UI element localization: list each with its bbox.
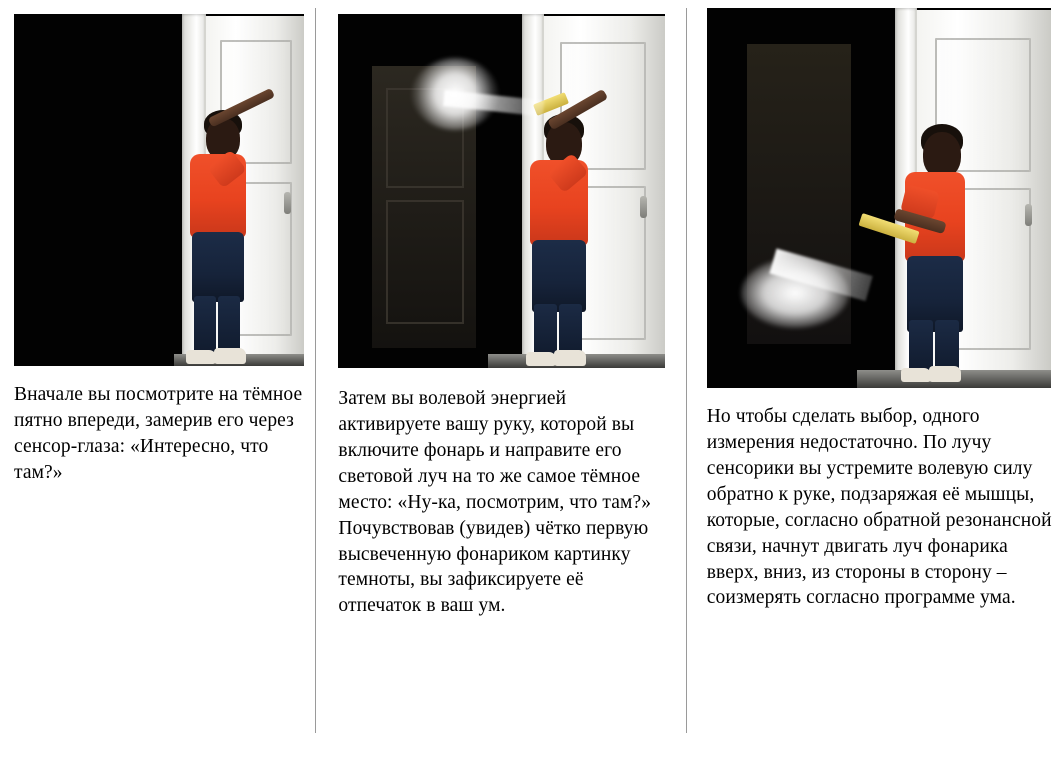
light-spot-3 [741,258,849,328]
shoe-left-2 [526,352,556,366]
pants-2 [532,240,586,312]
panel-1 [0,0,315,486]
panel-2-caption: Затем вы волевой энергией активируете вашу руку, которой вы включите фонарь и направите его световой луч на то же самое тёмное место: «Ну-ка, посмотрим, что там?» Почувствовав (увидев) чётко первую высвеченную фонариком картинку темноты, вы зафиксируете её отпечаток в ваш ум. [338,388,652,617]
pants-1 [192,232,244,302]
scene-dark-doorway [14,14,304,366]
panel-3-caption: Но чтобы сделать выбор, одного измерения недостаточно. По лучу сенсорики вы устремите волевую силу обратно к руке, подзаряжая её мышцы, которые, согласно обратной резонансной связи, начнут двигать луч фонарика вверх, вниз, из стороны в сторону – соизмерять согласно программе ума. [706,406,1052,609]
dark-room-1 [14,14,184,366]
door-handle-1 [284,192,291,214]
scene-flashlight-down [707,8,1051,388]
panel-1-caption: Вначале вы посмотрите на тёмное пятно впереди, замерив его через сенсор-глаза: «Интересно, что там?» [14,384,303,483]
shoe-right-3 [929,366,961,382]
panel-3-image [707,8,1051,388]
shoe-left-1 [186,350,216,364]
shoe-right-2 [554,350,586,366]
inner-door-inset-bottom-2 [386,200,464,324]
shoe-left-3 [901,368,931,382]
panel-2 [316,0,685,619]
door-handle-2 [640,196,647,218]
shoe-right-1 [214,348,246,364]
panel-3 [687,0,1061,611]
scene-flashlight-forward [338,14,665,368]
leg-left-1 [194,296,216,358]
panel-1-image [14,14,304,366]
panel-2-image [338,14,665,368]
door-handle-3 [1025,204,1032,226]
light-spot-2 [412,58,498,130]
